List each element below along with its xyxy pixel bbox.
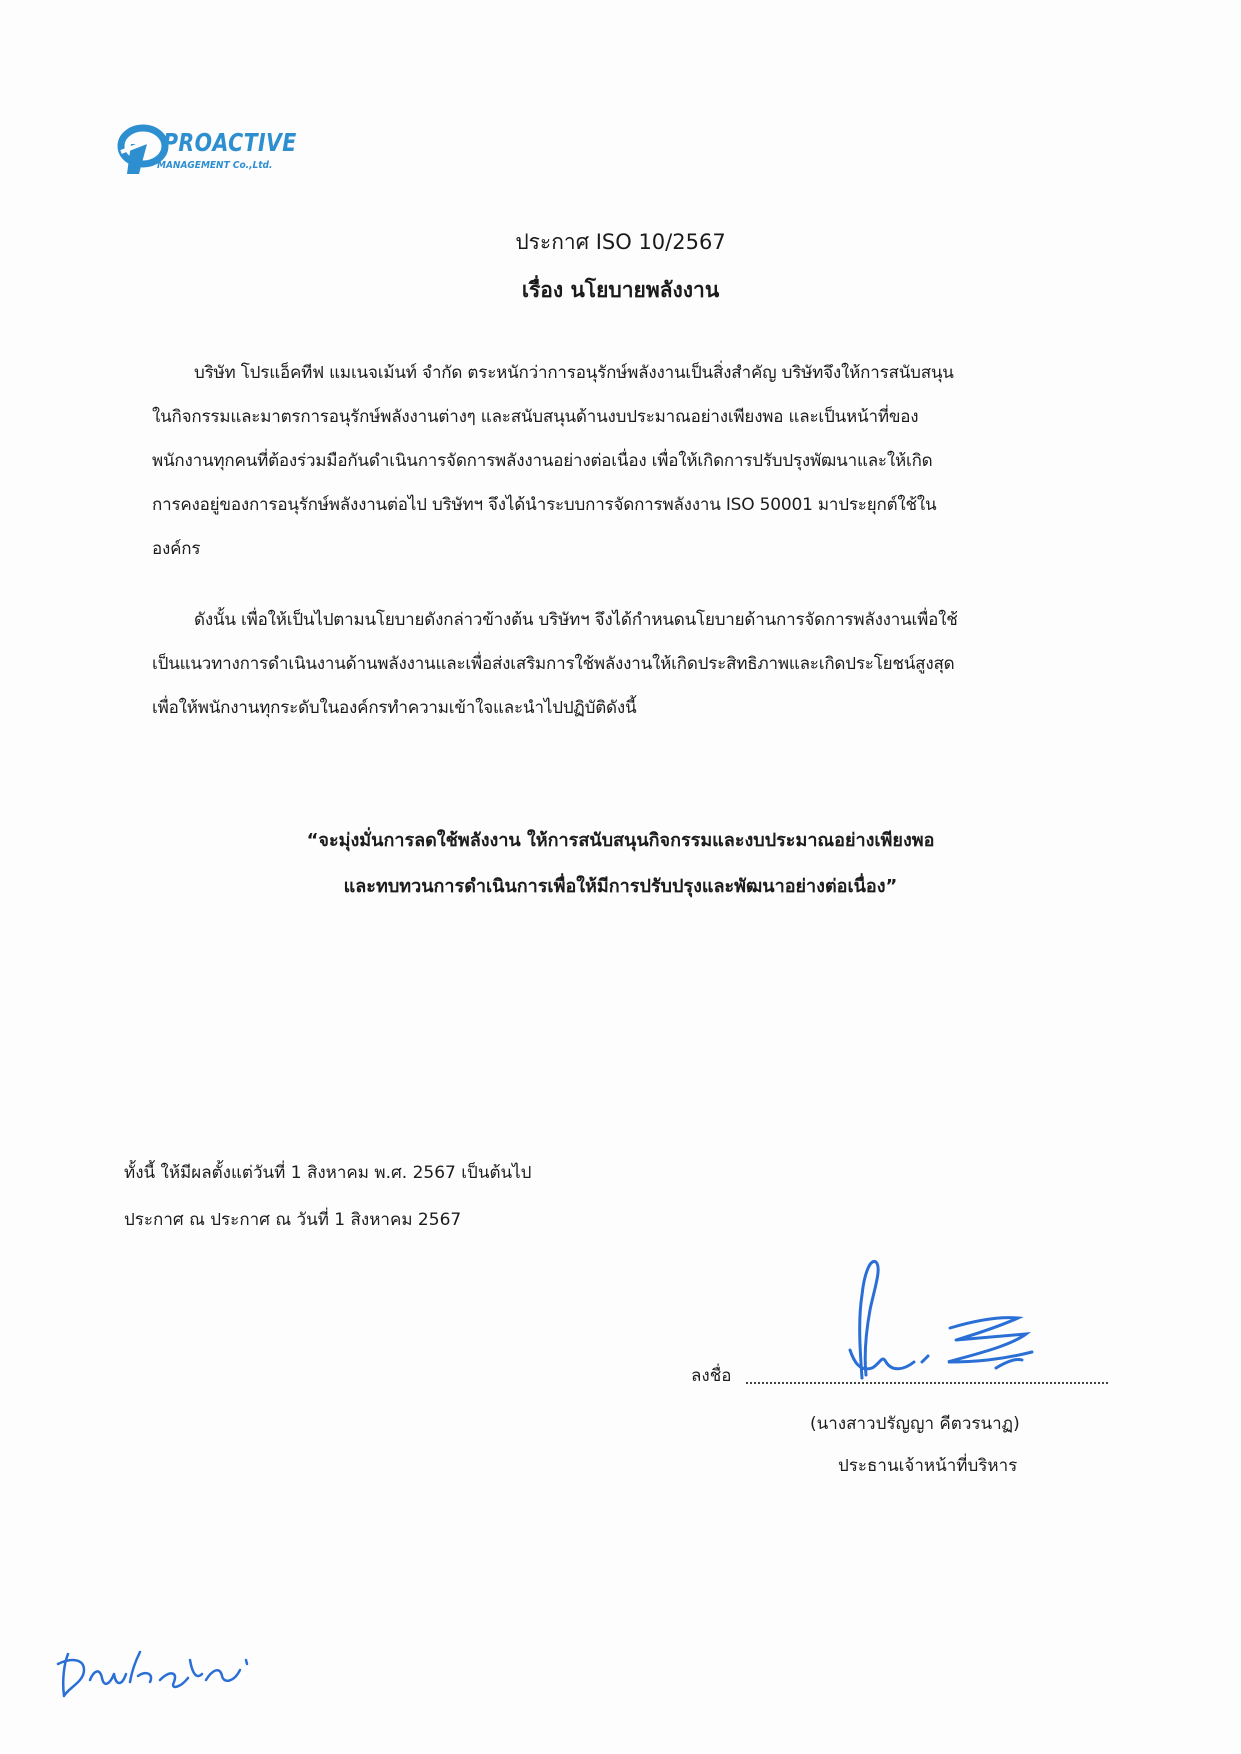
company-logo [117,122,317,182]
text-line: เพื่อให้พนักงานทุกระดับในองค์กรทำความเข้าใจและนำไปปฏิบัติดังนี้ [152,698,637,718]
policy-statement [0,818,1241,910]
text-line: ดังนั้น เพื่อให้เป็นไปตามนโยบายดังกล่าวข้างต้น บริษัทฯ จึงได้กำหนดนโยบายด้านการจัดการพลังงานเพื่อใช้ [194,610,958,630]
closing-block [124,1150,531,1244]
logo-subtitle: MANAGEMENT Co.,Ltd. [157,160,273,171]
policy-line-1: “จะมุ่งมั่นการลดใช้พลังงาน ให้การสนับสนุนกิจกรรมและงบประมาณอย่างเพียงพอ [306,830,935,851]
signature-line [746,1382,1108,1384]
announcement-number: ประกาศ ISO 10/2567 [515,230,726,254]
signature-label: ลงชื่อ [691,1366,732,1386]
text-line: เป็นแนวทางการดำเนินงานด้านพลังงานและเพื่อส่งเสริมการใช้พลังงานให้เกิดประสิทธิภาพและเกิดประโยชน์สูงสุด [152,654,955,674]
signature-image [800,1250,1080,1400]
body-paragraph-2 [152,598,1110,730]
announcement-date: ประกาศ ณ ประกาศ ณ วันที่ 1 สิงหาคม 2567 [124,1210,462,1230]
signatory-name: (นางสาวปรัญญา คีตวรนาฏ) [810,1414,1020,1434]
effective-date: ทั้งนี้ ให้มีผลตั้งแต่วันที่ 1 สิงหาคม พ.ศ. 2567 เป็นต้นไป [124,1163,532,1183]
text-line: พนักงานทุกคนที่ต้องร่วมมือกันดำเนินการจัดการพลังงานอย่างต่อเนื่อง เพื่อให้เกิดการปรับปรุงพัฒนาและให้เกิด [152,451,933,471]
logo-name: PROACTIVE [163,128,297,157]
body-paragraph-1 [152,351,1110,571]
announcement-subject: เรื่อง นโยบายพลังงาน [521,278,720,302]
policy-line-2: และทบทวนการดำเนินการเพื่อให้มีการปรับปรุงและพัฒนาอย่างต่อเนื่อง” [343,876,898,897]
text-line: การคงอยู่ของการอนุรักษ์พลังงานต่อไป บริษัทฯ จึงได้นำระบบการจัดการพลังงาน ISO 50001 มาประยุกต์ใช้ใน [152,495,937,515]
text-line: บริษัท โปรแอ็คทีฟ แมเนจเม้นท์ จำกัด ตระหนักว่าการอนุรักษ์พลังงานเป็นสิ่งสำคัญ บริษัทจึงให้การสนับสนุน [194,363,954,383]
signatory-title: ประธานเจ้าหน้าที่บริหาร [838,1456,1018,1476]
text-line: ในกิจกรรมและมาตรการอนุรักษ์พลังงานต่างๆ และสนับสนุนด้านงบประมาณอย่างเพียงพอ และเป็นหน้าที่ของ [152,407,919,427]
initials-mark [50,1630,270,1710]
text-line: องค์กร [152,539,201,559]
